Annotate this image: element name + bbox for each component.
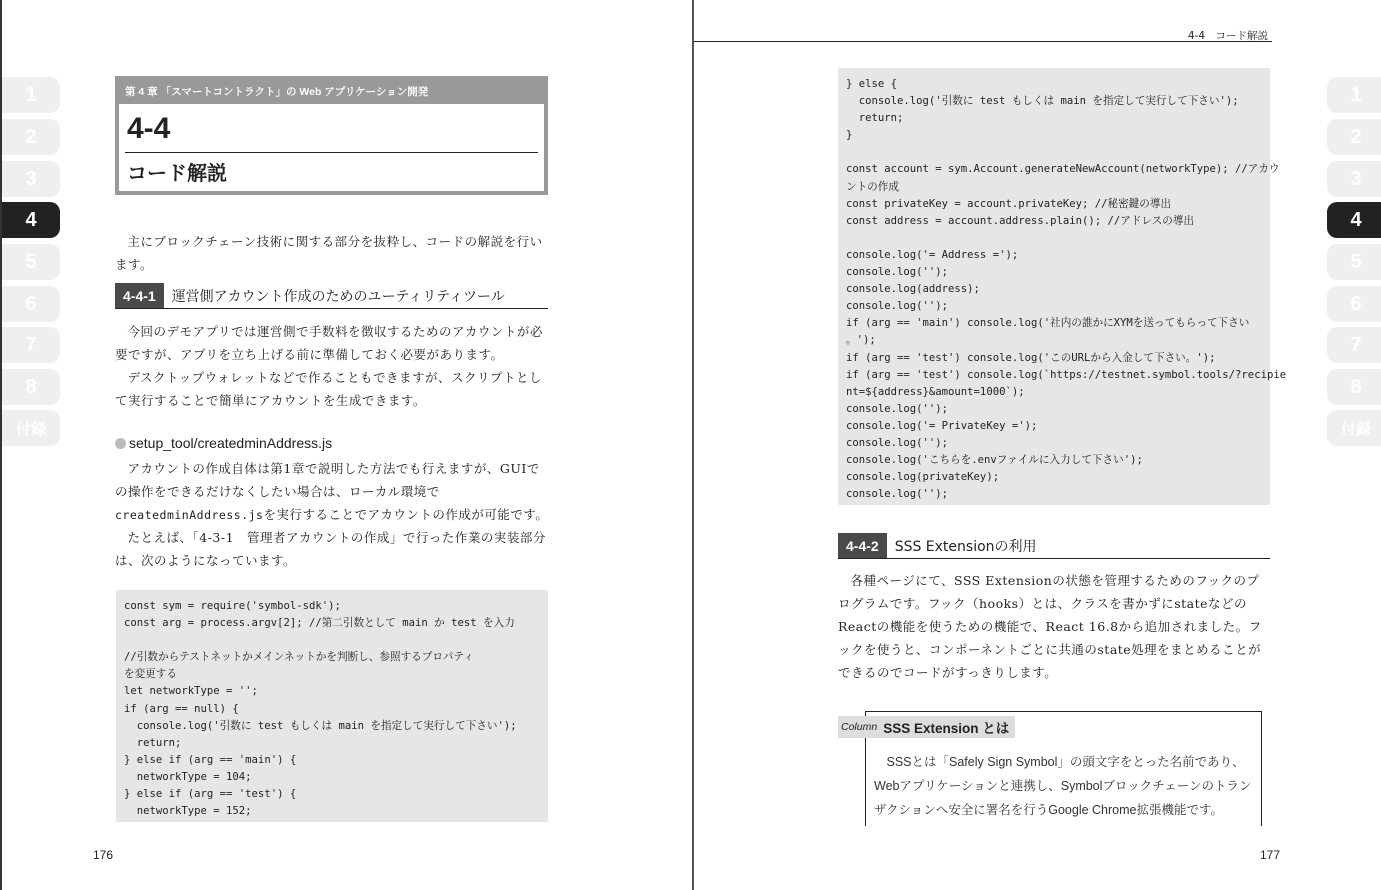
running-head: 4-4 コード解説 bbox=[1187, 30, 1268, 42]
chapter-tab-7[interactable]: 7 bbox=[1327, 327, 1381, 363]
chapter-tab-1[interactable]: 1 bbox=[2, 77, 60, 113]
file-name: setup_tool/createdminAddress.js bbox=[129, 435, 333, 451]
column-title: SSS Extension とは bbox=[883, 721, 1010, 736]
chapter-tab-appendix[interactable]: 付録 bbox=[2, 410, 60, 446]
page-number: 177 bbox=[1260, 848, 1281, 862]
chapter-tab-2[interactable]: 2 bbox=[2, 119, 60, 155]
section-title: コード解説 bbox=[127, 161, 227, 185]
chapter-tab-8[interactable]: 8 bbox=[2, 369, 60, 405]
subsection-title: SSS Extensionの利用 bbox=[894, 538, 1037, 555]
chapter-bar: 第 4 章 「スマートコントラクト」の Web アプリケーション開発 bbox=[119, 80, 544, 104]
subsection-title: 運営側アカウント作成のためのユーティリティツール bbox=[171, 288, 505, 305]
chapter-tab-4[interactable]: 4 bbox=[2, 202, 60, 238]
chapter-tab-1[interactable]: 1 bbox=[1327, 77, 1381, 113]
right-page bbox=[692, 0, 1381, 890]
subsection-heading bbox=[838, 533, 1270, 559]
chapter-tab-6[interactable]: 6 bbox=[1327, 286, 1381, 322]
column-tag: Column bbox=[841, 721, 878, 733]
inline-code: createdminAddress.js bbox=[115, 508, 264, 522]
subsection-number: 4-4-2 bbox=[838, 533, 887, 558]
paragraph: デスクトップウォレットなどで作ることもできますが、スクリプトとして実行することで簡単にアカウントを生成できます。 bbox=[115, 370, 543, 408]
subsection-heading bbox=[115, 283, 548, 309]
chapter-header bbox=[115, 76, 548, 195]
chapter-tab-5[interactable]: 5 bbox=[2, 244, 60, 280]
file-caption bbox=[115, 435, 332, 451]
intro-text: 主にブロックチェーン技術に関する部分を抜粋し、コードの解説を行います。 bbox=[115, 234, 543, 272]
chapter-tab-6[interactable]: 6 bbox=[2, 286, 60, 322]
code-block: } else { console.log('引数に test もしくは main を指定して実行して下さい'); return; } const account = sym.Account.generateNewAccount(networkType); //アカウ ントの作成 const privateKey = account.privateKey; //秘密鍵の導出 const address = account.address.plain(); //アドレスの導出 console.log('= Address ='); console.log(''); console.log(address); console.log(''); if (arg == 'main') console.log('社内の誰かにXYMを送ってもらって下さい 。'); if (arg == 'test') console.log('このURLから入金して下さい。'); if (arg == 'test') console.log(`https://testnet.symbol.tools/?recipie nt=${address}&amount=1000`); console.log(''); console.log('= PrivateKey ='); console.log(''); console.log('こちらを.envファイルに入力して下さい'); console.log(privateKey); console.log(''); bbox=[838, 68, 1270, 505]
chapter-tab-2[interactable]: 2 bbox=[1327, 119, 1381, 155]
page-number: 176 bbox=[93, 848, 114, 862]
divider bbox=[694, 41, 1272, 42]
column-label bbox=[838, 716, 1015, 738]
chapter-tab-5[interactable]: 5 bbox=[1327, 244, 1381, 280]
chapter-tab-4[interactable]: 4 bbox=[1327, 202, 1381, 238]
chapter-tab-8[interactable]: 8 bbox=[1327, 369, 1381, 405]
paragraph: たとえば、「4-3-1 管理者アカウントの作成」で行った作業の実装部分は、次のようになっています。 bbox=[115, 530, 546, 568]
paragraph: 各種ページにて、SSS Extensionの状態を管理するためのフックのプログラムです。フック（hooks）とは、クラスを書かずにstateなどのReactの機能を使うための機能で、React 16.8から追加されました。フックを使うと、コンポーネントごとに共通のstate処理をまとめることができるのでコードがすっきりします。 bbox=[838, 573, 1262, 680]
column-text: SSSとは「Safely Sign Symbol」の頭文字をとった名前であり、Webアプリケーションと連携し、Symbolブロックチェーンのトランザクションへ安全に署名を行うGoogle Chrome拡張機能です。 bbox=[874, 755, 1252, 817]
bullet-icon bbox=[115, 438, 126, 449]
chapter-tab-7[interactable]: 7 bbox=[2, 327, 60, 363]
paragraph bbox=[115, 457, 551, 527]
text: アカウントの作成自体は第1章で説明した方法でも行えますが、GUIでの操作をできるだけなくしたい場合は、ローカル環境で bbox=[115, 461, 540, 499]
code-block: const sym = require('symbol-sdk'); const arg = process.argv[2]; //第二引数として main か test を入力 //引数からテストネットかメインネットかを判断し、参照するプロパティ を変更する let networkType = ''; if (arg == null) { console.log('引数に test もしくは main を指定して実行して下さい'); return; } else if (arg == 'main') { networkType = 104; } else if (arg == 'test') { networkType = 152; bbox=[116, 590, 548, 822]
section-number: 4-4 bbox=[127, 112, 171, 145]
left-page bbox=[0, 0, 690, 890]
text: を実行することでアカウントの作成が可能です。 bbox=[263, 507, 549, 522]
chapter-tab-3[interactable]: 3 bbox=[2, 161, 60, 197]
chapter-tab-3[interactable]: 3 bbox=[1327, 161, 1381, 197]
chapter-tab-appendix[interactable]: 付録 bbox=[1327, 410, 1381, 446]
paragraph: 今回のデモアプリでは運営側で手数料を徴収するためのアカウントが必要ですが、アプリを立ち上げる前に準備しておく必要があります。 bbox=[115, 324, 543, 362]
subsection-number: 4-4-1 bbox=[115, 283, 164, 308]
